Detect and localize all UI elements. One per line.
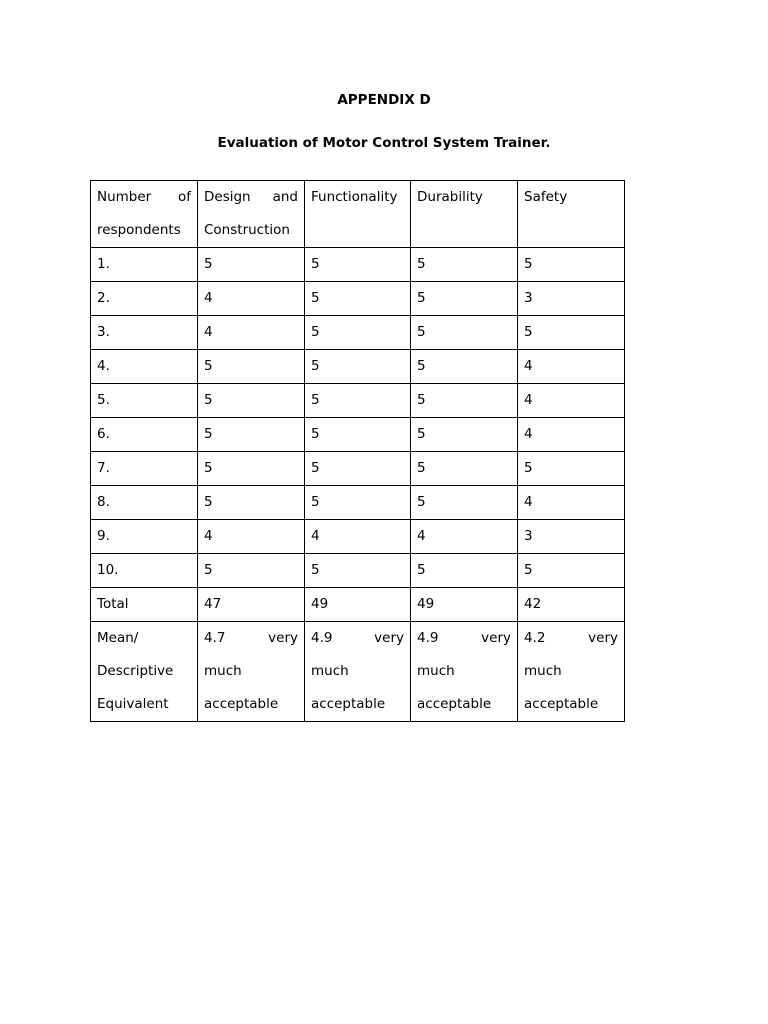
rating-cell: 5 [198,452,305,486]
total-cell: 49 [305,588,411,622]
respondent-number-cell: 6. [91,418,198,452]
header-functionality [305,181,411,248]
rating-cell: 4 [198,316,305,350]
header-respondents [91,181,198,248]
rating-cell: 5 [411,350,518,384]
mean-line: acceptable [524,696,599,712]
mean-line: much [524,663,562,679]
mean-row [91,622,625,722]
rating-cell: 5 [411,316,518,350]
mean-label-line: Descriptive [97,663,174,679]
mean-line: 4.2 very [524,630,618,646]
table-body [91,248,625,722]
rating-cell: 5 [305,248,411,282]
rating-cell: 5 [411,384,518,418]
mean-line: 4.7 very [204,630,298,646]
mean-cell [198,622,305,722]
mean-line: acceptable [311,696,386,712]
header-line: Functionality [311,189,398,205]
total-label: Total [91,588,198,622]
table-row [91,486,625,520]
respondent-number-cell: 10. [91,554,198,588]
rating-cell: 5 [198,554,305,588]
respondent-number-cell: 1. [91,248,198,282]
mean-line: much [204,663,242,679]
appendix-title: APPENDIX D [337,92,431,108]
rating-cell: 5 [198,248,305,282]
rating-cell: 5 [305,350,411,384]
rating-cell: 5 [305,418,411,452]
respondent-number-cell: 9. [91,520,198,554]
rating-cell: 4 [518,418,625,452]
mean-line: much [311,663,349,679]
header-line: Design and [204,189,298,205]
rating-cell: 4 [518,486,625,520]
rating-cell: 3 [518,520,625,554]
respondent-number-cell: 5. [91,384,198,418]
table-row [91,452,625,486]
mean-line: 4.9 very [417,630,511,646]
rating-cell: 5 [198,384,305,418]
mean-cell [518,622,625,722]
table-header [91,181,625,248]
rating-cell: 5 [411,452,518,486]
rating-cell: 5 [518,452,625,486]
rating-cell: 5 [305,486,411,520]
header-line: Construction [204,222,290,238]
rating-cell: 5 [305,282,411,316]
mean-label-line: Mean/ [97,630,139,646]
rating-cell: 4 [305,520,411,554]
rating-cell: 5 [411,282,518,316]
respondent-number-cell: 8. [91,486,198,520]
header-line: Durability [417,189,483,205]
mean-cell [305,622,411,722]
rating-cell: 5 [305,316,411,350]
table-row [91,282,625,316]
mean-label [91,622,198,722]
rating-cell: 5 [198,350,305,384]
mean-label-line: Equivalent [97,696,169,712]
table-row [91,248,625,282]
header-row [91,181,625,248]
table-row [91,418,625,452]
header-line: respondents [97,222,181,238]
table-row [91,316,625,350]
table-row [91,554,625,588]
rating-cell: 5 [198,418,305,452]
rating-cell: 4 [518,350,625,384]
respondent-number-cell: 3. [91,316,198,350]
header-line: Safety [524,189,568,205]
rating-cell: 4 [198,520,305,554]
total-cell: 42 [518,588,625,622]
rating-cell: 5 [411,554,518,588]
rating-cell: 5 [411,248,518,282]
table-row [91,384,625,418]
header-durability [411,181,518,248]
table-row [91,520,625,554]
respondent-number-cell: 7. [91,452,198,486]
rating-cell: 5 [411,486,518,520]
mean-line: 4.9 very [311,630,404,646]
respondent-number-cell: 2. [91,282,198,316]
document-title: Evaluation of Motor Control System Trainer. [217,135,551,151]
rating-cell: 4 [198,282,305,316]
total-cell: 47 [198,588,305,622]
respondent-number-cell: 4. [91,350,198,384]
header-line: Number of [97,189,191,205]
rating-cell: 4 [411,520,518,554]
header-design [198,181,305,248]
mean-cell [411,622,518,722]
table-row [91,350,625,384]
rating-cell: 5 [518,316,625,350]
evaluation-table [90,180,625,722]
mean-line: acceptable [417,696,492,712]
rating-cell: 5 [198,486,305,520]
mean-line: acceptable [204,696,279,712]
rating-cell: 4 [518,384,625,418]
rating-cell: 3 [518,282,625,316]
rating-cell: 5 [518,248,625,282]
rating-cell: 5 [305,452,411,486]
rating-cell: 5 [518,554,625,588]
rating-cell: 5 [411,418,518,452]
total-row [91,588,625,622]
mean-line: much [417,663,455,679]
header-safety [518,181,625,248]
rating-cell: 5 [305,384,411,418]
rating-cell: 5 [305,554,411,588]
total-cell: 49 [411,588,518,622]
